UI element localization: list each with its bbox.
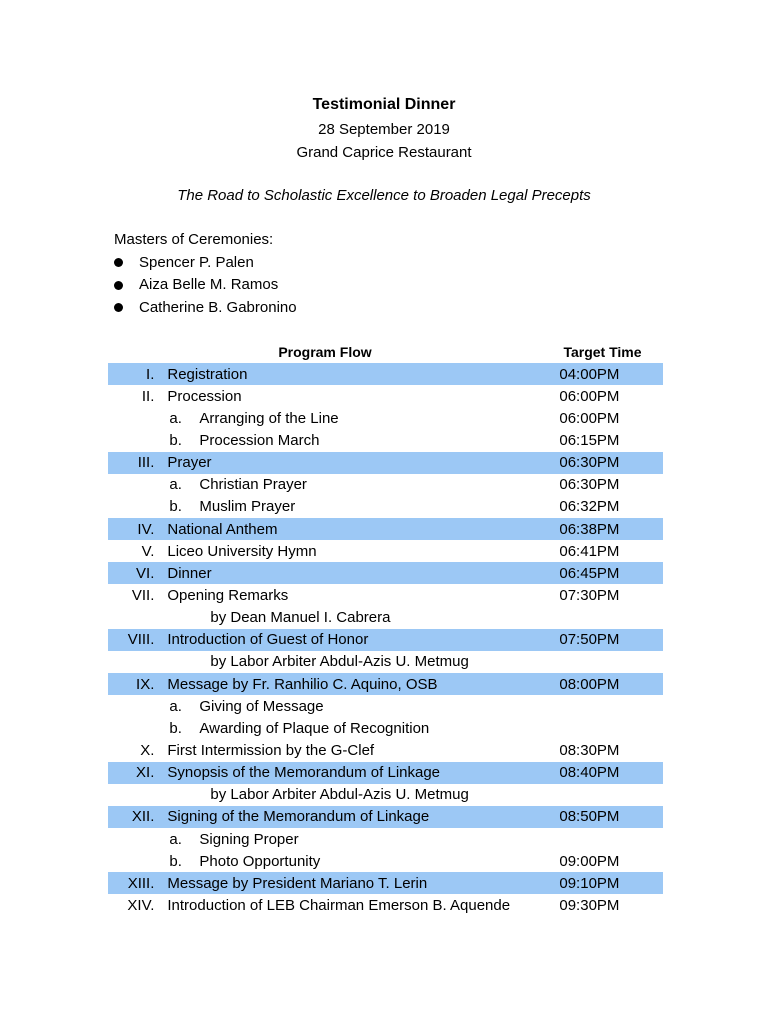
table-row [108, 474, 663, 496]
row-item [154, 609, 557, 626]
presenter-credit: by Labor Arbiter Abdul-Azis U. Metmug [210, 653, 469, 671]
list-item [114, 274, 297, 297]
row-item [154, 897, 557, 914]
row-item [154, 698, 557, 715]
column-header-target-time: Target Time [563, 344, 642, 360]
item-label: Prayer [167, 454, 212, 472]
row-number: I. [146, 365, 155, 383]
bullet-icon [114, 258, 123, 267]
row-number: VIII. [127, 631, 155, 649]
row-number: V. [141, 542, 155, 560]
sub-item-letter: a. [169, 697, 182, 715]
target-time: 06:30PM [559, 454, 620, 472]
table-row [108, 429, 663, 451]
table-row [108, 540, 663, 562]
item-label: Dinner [167, 564, 212, 582]
row-number: XII. [131, 808, 155, 826]
target-time: 09:10PM [559, 874, 620, 892]
row-number: XIII. [127, 874, 155, 892]
item-label: Synopsis of the Memorandum of Linkage [167, 764, 441, 782]
sub-item-label: Procession March [199, 431, 320, 449]
row-item [154, 454, 557, 471]
table-row [108, 584, 663, 606]
row-item [154, 366, 557, 383]
item-label: Introduction of LEB Chairman Emerson B. Aquende [167, 896, 511, 914]
row-number: IX. [136, 675, 155, 693]
sub-item-letter: a. [169, 476, 182, 494]
master-name: Aiza Belle M. Ramos [139, 276, 279, 293]
row-item [154, 521, 557, 538]
presenter-credit: by Dean Manuel I. Cabrera [210, 609, 391, 627]
sub-item-letter: b. [169, 498, 182, 516]
event-theme: The Road to Scholastic Excellence to Broaden Legal Precepts [177, 187, 591, 204]
sub-item-label: Signing Proper [199, 830, 299, 848]
target-time: 06:45PM [559, 564, 620, 582]
table-row [108, 828, 663, 850]
target-time: 06:00PM [559, 409, 620, 427]
master-name: Spencer P. Palen [139, 253, 254, 271]
target-time: 06:30PM [559, 476, 620, 494]
table-row [108, 806, 663, 828]
program-flow-table [108, 341, 663, 917]
row-item [154, 875, 557, 892]
sub-item-label: Arranging of the Line [199, 409, 339, 427]
target-time: 08:30PM [559, 741, 620, 759]
item-label: First Intermission by the G-Clef [167, 741, 375, 759]
table-body [108, 363, 663, 917]
target-time: 09:30PM [559, 896, 620, 914]
item-label: Opening Remarks [167, 586, 289, 604]
row-number: XI. [136, 764, 155, 782]
sub-item-letter: a. [169, 830, 182, 848]
table-row [108, 894, 663, 916]
row-item [154, 388, 557, 405]
target-time: 06:00PM [559, 387, 620, 405]
bullet-icon [114, 303, 123, 312]
bullet-icon [114, 281, 123, 290]
table-row [108, 518, 663, 540]
target-time: 07:50PM [559, 631, 620, 649]
target-time: 09:00PM [559, 852, 620, 870]
table-row [108, 850, 663, 872]
table-row [108, 407, 663, 429]
table-row [108, 673, 663, 695]
row-item [154, 676, 557, 693]
table-row [108, 695, 663, 717]
sub-item-label: Photo Opportunity [199, 852, 321, 870]
item-label: Introduction of Guest of Honor [167, 631, 369, 649]
table-row [108, 762, 663, 784]
row-number: X. [140, 741, 155, 759]
row-number: III. [137, 454, 155, 472]
event-venue: Grand Caprice Restaurant [296, 144, 472, 161]
sub-item-letter: b. [169, 431, 182, 449]
document-title: Testimonial Dinner [312, 96, 456, 113]
target-time: 07:30PM [559, 586, 620, 604]
table-row [108, 717, 663, 739]
row-item [154, 432, 557, 449]
row-item [154, 720, 557, 737]
row-number: XIV. [127, 896, 155, 914]
sub-item-label: Muslim Prayer [199, 498, 296, 516]
table-row [108, 651, 663, 673]
table-row [108, 385, 663, 407]
list-item [114, 252, 297, 275]
masters-label: Masters of Ceremonies: [114, 231, 274, 248]
row-item [154, 631, 557, 648]
table-row [108, 739, 663, 761]
sub-item-label: Awarding of Plaque of Recognition [199, 719, 430, 737]
table-row [108, 872, 663, 894]
target-time: 06:15PM [559, 431, 620, 449]
table-row [108, 607, 663, 629]
master-name: Catherine B. Gabronino [139, 298, 297, 316]
row-item [154, 853, 557, 870]
target-time: 06:41PM [559, 542, 620, 560]
target-time: 08:50PM [559, 808, 620, 826]
row-item [154, 587, 557, 604]
row-item [154, 565, 557, 582]
row-item [154, 764, 557, 781]
row-number: VII. [131, 586, 155, 604]
row-item [154, 742, 557, 759]
sub-item-label: Giving of Message [199, 697, 324, 715]
table-header [108, 341, 663, 363]
target-time: 08:40PM [559, 764, 620, 782]
table-row [108, 496, 663, 518]
item-label: Liceo University Hymn [167, 542, 317, 560]
target-time: 08:00PM [559, 675, 620, 693]
target-time: 06:38PM [559, 520, 620, 538]
sub-item-letter: b. [169, 719, 182, 737]
row-item [154, 410, 557, 427]
table-row [108, 562, 663, 584]
row-item [154, 498, 557, 515]
table-row [108, 363, 663, 385]
item-label: Signing of the Memorandum of Linkage [167, 808, 430, 826]
row-number: II. [141, 387, 155, 405]
item-label: Message by Fr. Ranhilio C. Aquino, OSB [167, 675, 438, 693]
row-number: VI. [136, 564, 155, 582]
row-item [154, 476, 557, 493]
list-item [114, 297, 297, 320]
row-item [154, 831, 557, 848]
item-label: Message by President Mariano T. Lerin [167, 874, 428, 892]
sub-item-letter: b. [169, 852, 182, 870]
table-row [108, 784, 663, 806]
target-time: 06:32PM [559, 498, 620, 516]
row-item [154, 653, 557, 670]
presenter-credit: by Labor Arbiter Abdul-Azis U. Metmug [210, 786, 469, 804]
item-label: National Anthem [167, 520, 278, 538]
row-item [154, 786, 557, 803]
table-row [108, 452, 663, 474]
table-row [108, 629, 663, 651]
item-label: Procession [167, 387, 242, 405]
target-time: 04:00PM [559, 365, 620, 383]
document-header [0, 92, 768, 164]
row-item [154, 808, 557, 825]
row-item [154, 543, 557, 560]
sub-item-label: Christian Prayer [199, 476, 307, 494]
row-number: IV. [137, 520, 155, 538]
masters-of-ceremonies [114, 229, 297, 319]
event-date: 28 September 2019 [318, 121, 450, 138]
sub-item-letter: a. [169, 409, 182, 427]
column-header-program-flow: Program Flow [278, 344, 372, 360]
item-label: Registration [167, 365, 248, 383]
